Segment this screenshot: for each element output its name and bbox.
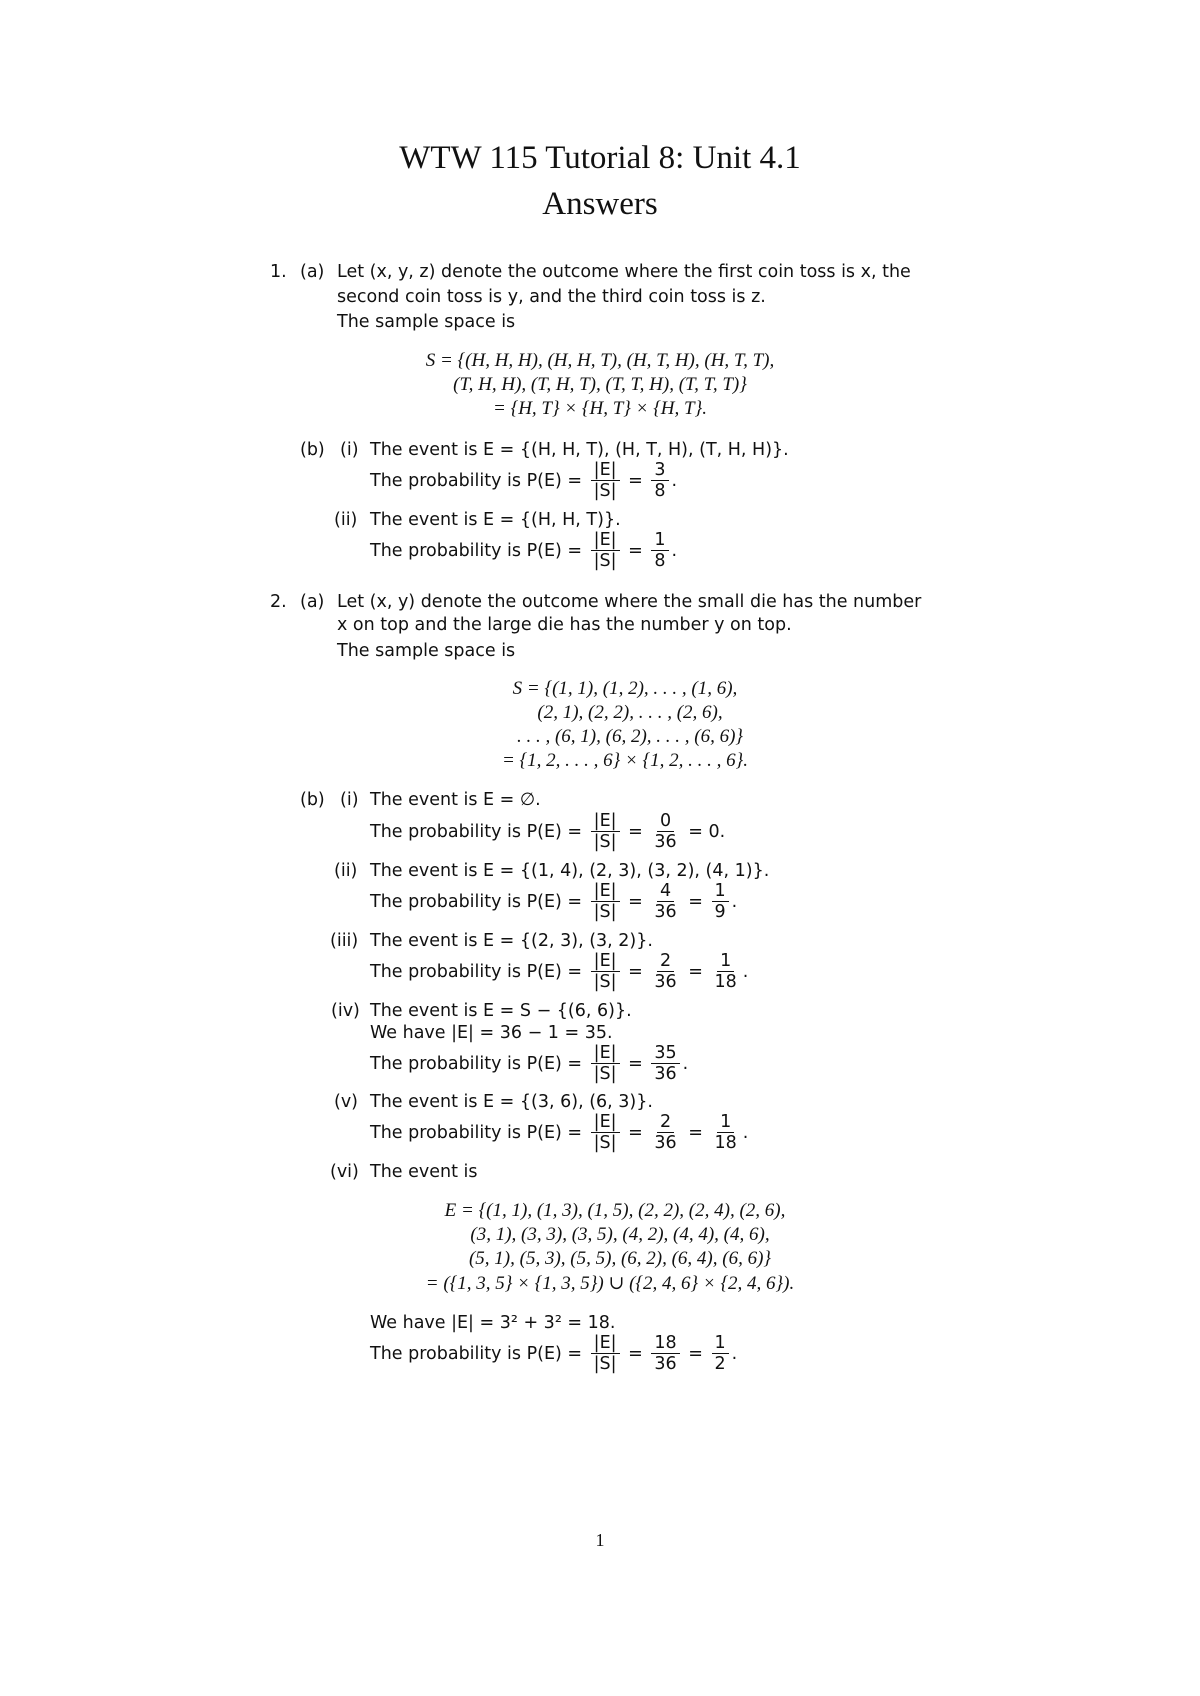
q2b-i-probability	[370, 812, 725, 852]
denominator: |S|	[593, 832, 617, 853]
denominator: 2	[714, 1354, 726, 1375]
period: .	[742, 1122, 749, 1143]
fraction	[712, 1113, 740, 1153]
q1a-intro-line2: second coin toss is y, and the third coin toss is z.	[337, 287, 766, 307]
q2b-iv-probability	[370, 1044, 688, 1084]
equals-sign: =	[628, 821, 643, 842]
fraction	[651, 1113, 679, 1153]
q1b-ii-probability	[370, 531, 677, 571]
result: = 0.	[688, 821, 726, 842]
q1-part-a-label: (a)	[300, 262, 325, 282]
q2b-iii-probability	[370, 952, 748, 992]
numerator: 1	[712, 882, 729, 902]
denominator: 36	[654, 832, 677, 853]
probability-prefix: The probability is P(E) =	[370, 821, 583, 842]
page-number: 1	[595, 1530, 605, 1550]
numerator: 2	[657, 952, 674, 972]
q2b-iv-cardinality: We have |E| = 36 − 1 = 35.	[370, 1023, 613, 1043]
q2a-sample-space-line1: S = {(1, 1), (1, 2), . . . , (1, 6),	[512, 678, 738, 699]
q2a-sample-space-line2: (2, 1), (2, 2), . . . , (2, 6),	[537, 702, 723, 723]
period: .	[671, 540, 678, 561]
q2b-vi-set-line1: E = {(1, 1), (1, 3), (1, 5), (2, 2), (2, 4), (2, 6),	[444, 1200, 786, 1221]
denominator: |S|	[593, 902, 617, 923]
q2a-sample-space-line4: = {1, 2, . . . , 6} × {1, 2, . . . , 6}.	[501, 750, 749, 771]
denominator: 18	[714, 972, 737, 993]
denominator: 18	[714, 1133, 737, 1154]
q2b-v-label: (v)	[334, 1092, 359, 1112]
q1b-i-probability	[370, 461, 677, 501]
probability-prefix: The probability is P(E) =	[370, 891, 583, 912]
q2b-ii-label: (ii)	[334, 861, 358, 881]
q2b-iii-event: The event is E = {(2, 3), (3, 2)}.	[370, 931, 653, 951]
q1a-intro-line1: Let (x, y, z) denote the outcome where the first coin toss is x, the	[337, 262, 911, 282]
numerator: |E|	[591, 812, 620, 832]
document-subtitle: Answers	[542, 186, 658, 222]
q2a-intro-line1: Let (x, y) denote the outcome where the small die has the number	[337, 592, 922, 612]
question-number-2: 2.	[270, 592, 287, 612]
probability-prefix: The probability is P(E) =	[370, 961, 583, 982]
numerator: |E|	[591, 531, 620, 551]
denominator: |S|	[593, 972, 617, 993]
denominator: 36	[654, 902, 677, 923]
q1a-intro-line3: The sample space is	[337, 312, 516, 332]
q2a-sample-space-line3: . . . , (6, 1), (6, 2), . . . , (6, 6)}	[516, 726, 744, 747]
probability-prefix: The probability is P(E) =	[370, 1343, 583, 1364]
numerator: 1	[717, 1113, 734, 1133]
q2b-v-event: The event is E = {(3, 6), (6, 3)}.	[370, 1092, 653, 1112]
q2a-intro-line2: x on top and the large die has the number y on top.	[337, 615, 792, 635]
fraction	[591, 531, 620, 571]
equals-sign: =	[628, 1122, 643, 1143]
q2b-vi-probability	[370, 1334, 737, 1374]
q1-part-b-label: (b)	[300, 440, 325, 460]
denominator: 36	[654, 1064, 677, 1085]
q2b-vi-event: The event is	[370, 1162, 478, 1182]
fraction	[651, 461, 668, 501]
denominator: |S|	[593, 1354, 617, 1375]
fraction	[651, 952, 679, 992]
equals-sign: =	[628, 961, 643, 982]
equals-sign: =	[628, 540, 643, 561]
q2b-vi-set-line2: (3, 1), (3, 3), (3, 5), (4, 2), (4, 4), (4, 6),	[470, 1224, 770, 1245]
period: .	[742, 961, 749, 982]
fraction	[591, 461, 620, 501]
numerator: |E|	[591, 1113, 620, 1133]
q2b-ii-event: The event is E = {(1, 4), (2, 3), (3, 2), (4, 1)}.	[370, 861, 770, 881]
probability-prefix: The probability is P(E) =	[370, 1122, 583, 1143]
numerator: 35	[651, 1044, 679, 1064]
q2b-v-probability	[370, 1113, 748, 1153]
fraction	[591, 1044, 620, 1084]
document-title: WTW 115 Tutorial 8: Unit 4.1	[399, 140, 801, 176]
fraction	[712, 1334, 729, 1374]
denominator: 36	[654, 1133, 677, 1154]
equals-sign: =	[688, 1122, 703, 1143]
period: .	[682, 1053, 689, 1074]
equals-sign: =	[628, 891, 643, 912]
equals-sign: =	[628, 1343, 643, 1364]
fraction	[591, 812, 620, 852]
numerator: |E|	[591, 1044, 620, 1064]
question-number-1: 1.	[270, 262, 287, 282]
q2b-iv-label: (iv)	[331, 1001, 360, 1021]
fraction	[591, 952, 620, 992]
denominator: |S|	[593, 1133, 617, 1154]
equals-sign: =	[688, 1343, 703, 1364]
q2b-iii-label: (iii)	[330, 931, 359, 951]
fraction	[712, 882, 729, 922]
denominator: 9	[714, 902, 726, 923]
denominator: |S|	[593, 551, 617, 572]
q1a-sample-space-line1: S = {(H, H, H), (H, H, T), (H, T, H), (H, T, T),	[425, 350, 775, 371]
q1b-ii-event: The event is E = {(H, H, T)}.	[370, 510, 621, 530]
denominator: 8	[654, 551, 666, 572]
fraction	[651, 1044, 679, 1084]
equals-sign: =	[628, 1053, 643, 1074]
numerator: |E|	[591, 1334, 620, 1354]
fraction	[712, 952, 740, 992]
q2b-vi-cardinality: We have |E| = 3² + 3² = 18.	[370, 1313, 616, 1333]
fraction	[651, 812, 679, 852]
q1b-i-label: (i)	[340, 440, 359, 460]
probability-prefix: The probability is P(E) =	[370, 540, 583, 561]
q2b-i-event: The event is E = ∅.	[370, 790, 541, 810]
numerator: 0	[657, 812, 674, 832]
equals-sign: =	[688, 891, 703, 912]
fraction	[591, 1113, 620, 1153]
numerator: 1	[712, 1334, 729, 1354]
denominator: 36	[654, 972, 677, 993]
q1b-ii-label: (ii)	[334, 510, 358, 530]
numerator: 2	[657, 1113, 674, 1133]
probability-prefix: The probability is P(E) =	[370, 470, 583, 491]
q1a-sample-space-line3: = {H, T} × {H, T} × {H, T}.	[493, 398, 707, 419]
numerator: 18	[651, 1334, 679, 1354]
period: .	[671, 470, 678, 491]
equals-sign: =	[628, 470, 643, 491]
period: .	[731, 1343, 738, 1364]
fraction	[651, 1334, 679, 1374]
q2b-ii-probability	[370, 882, 737, 922]
q2b-vi-set-line3: (5, 1), (5, 3), (5, 5), (6, 2), (6, 4), (6, 6)}	[468, 1248, 772, 1269]
numerator: 4	[657, 882, 674, 902]
denominator: 8	[654, 481, 666, 502]
fraction	[651, 882, 679, 922]
denominator: |S|	[593, 1064, 617, 1085]
q2b-iv-event: The event is E = S − {(6, 6)}.	[370, 1001, 632, 1021]
q2-part-b-label: (b)	[300, 790, 325, 810]
q2-part-a-label: (a)	[300, 592, 325, 612]
q2a-intro-line3: The sample space is	[337, 641, 516, 661]
fraction	[591, 882, 620, 922]
equals-sign: =	[688, 961, 703, 982]
numerator: 3	[651, 461, 668, 481]
numerator: 1	[651, 531, 668, 551]
probability-prefix: The probability is P(E) =	[370, 1053, 583, 1074]
numerator: |E|	[591, 461, 620, 481]
q2b-i-label: (i)	[340, 790, 359, 810]
numerator: |E|	[591, 882, 620, 902]
numerator: 1	[717, 952, 734, 972]
q2b-vi-set-line4: = ({1, 3, 5} × {1, 3, 5}) ∪ ({2, 4, 6} × {2, 4, 6}).	[425, 1273, 795, 1294]
period: .	[731, 891, 738, 912]
denominator: 36	[654, 1354, 677, 1375]
fraction	[651, 531, 668, 571]
numerator: |E|	[591, 952, 620, 972]
fraction	[591, 1334, 620, 1374]
q1a-sample-space-line2: (T, H, H), (T, H, T), (T, T, H), (T, T, T)}	[453, 374, 747, 395]
denominator: |S|	[593, 481, 617, 502]
q1b-i-event: The event is E = {(H, H, T), (H, T, H), (T, H, H)}.	[370, 440, 789, 460]
q2b-vi-label: (vi)	[330, 1162, 359, 1182]
